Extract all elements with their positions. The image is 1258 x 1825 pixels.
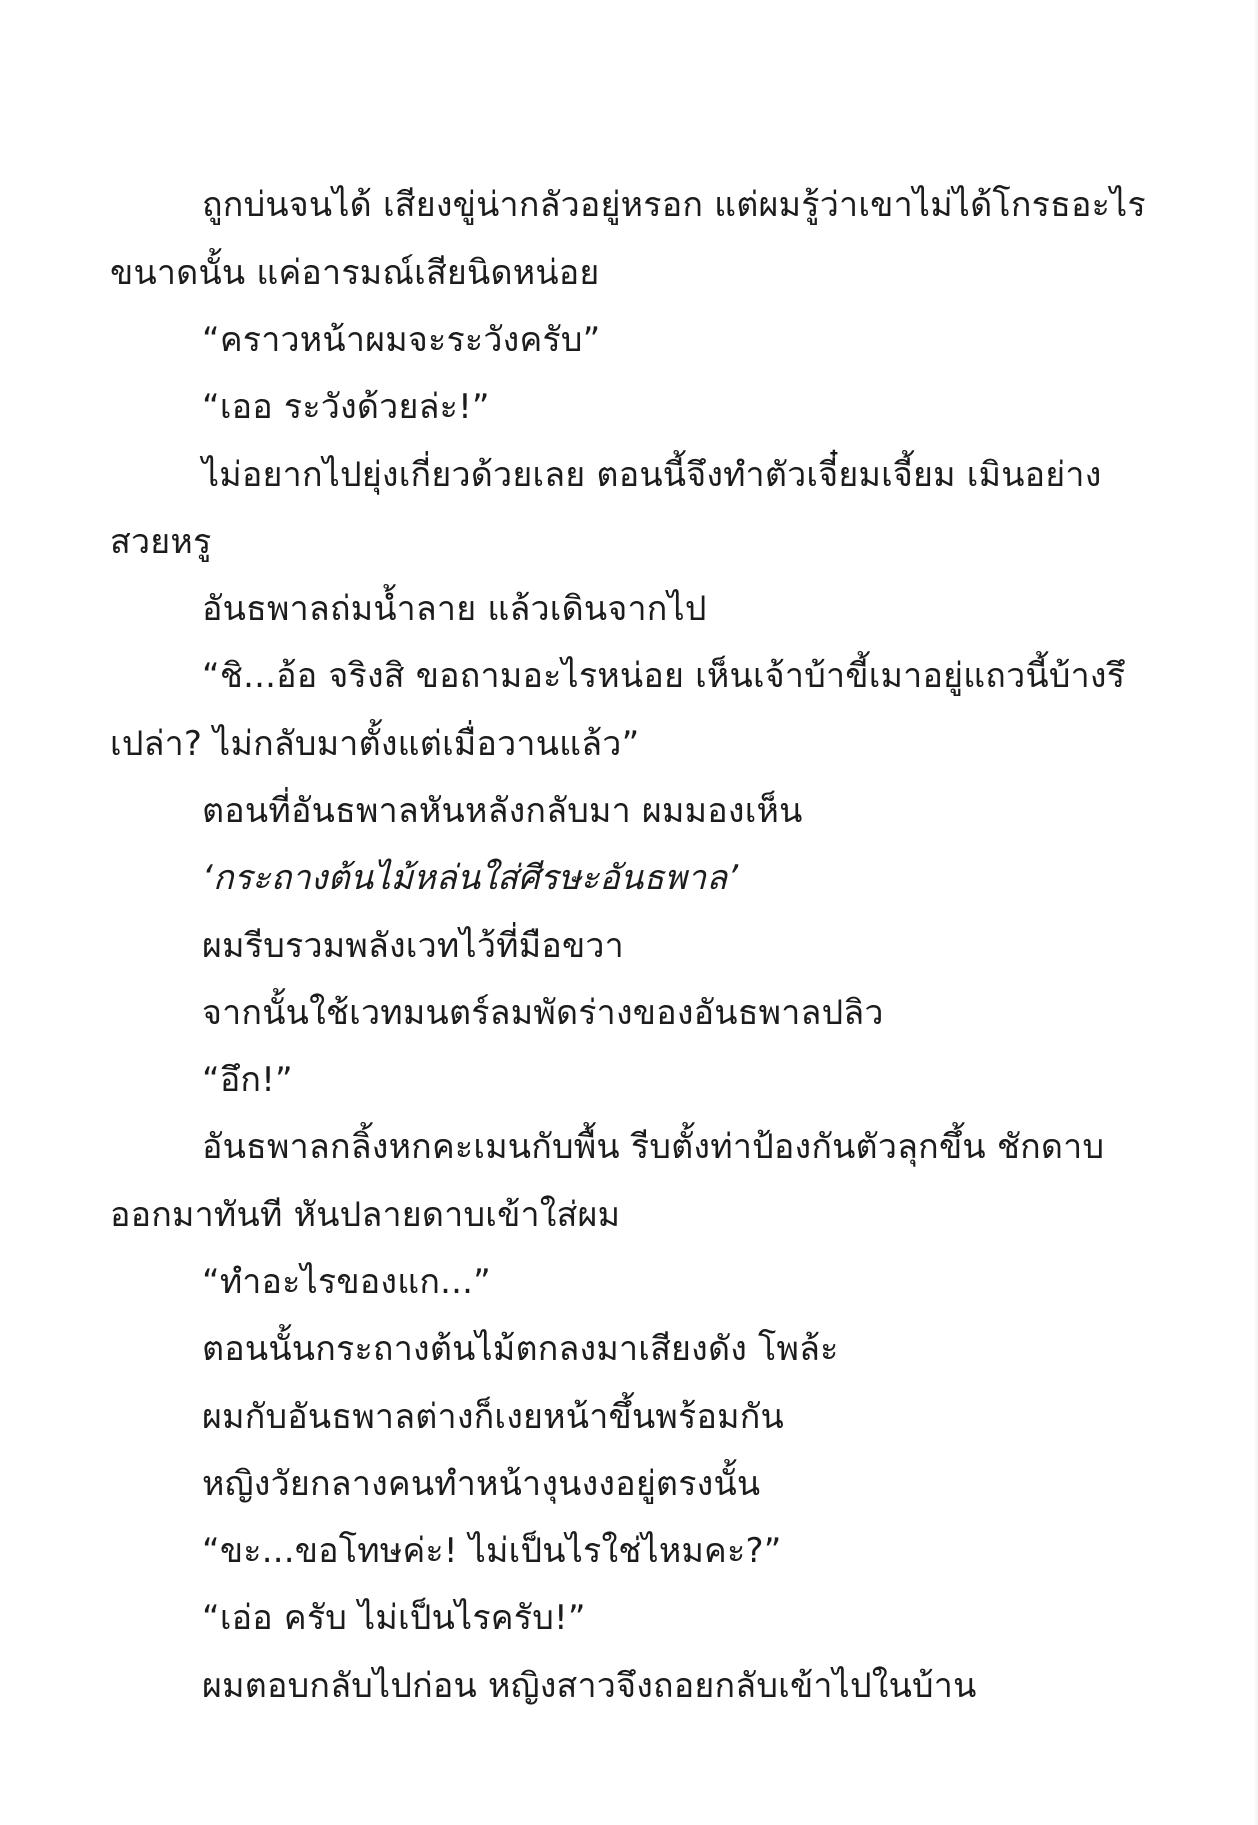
dialogue-line: “ทำอะไรของแก...” xyxy=(202,1262,491,1302)
paragraph-line: ถูกบ่นจนได้ เสียงขู่น่ากลัวอยู่หรอก แต่ผมรู้ว่าเขาไม่ได้โกรธอะไร xyxy=(202,185,1146,225)
dialogue-line: “ขะ...ขอโทษค่ะ! ไม่เป็นไรใช่ไหมคะ?” xyxy=(202,1531,782,1571)
dialogue-line: “คราวหน้าผมจะระวังครับ” xyxy=(202,320,601,360)
paragraph-line: สวยหรู xyxy=(110,522,212,562)
dialogue-line: “ชิ...อ้อ จริงสิ ขอถามอะไรหน่อย เห็นเจ้าบ้าขี้เมาอยู่แถวนี้บ้างรึ xyxy=(202,656,1126,696)
paragraph-line: ผมตอบกลับไปก่อน หญิงสาวจึงถอยกลับเข้าไปในบ้าน xyxy=(202,1666,977,1706)
paragraph-line: ออกมาทันที หันปลายดาบเข้าใส่ผม xyxy=(110,1195,621,1235)
paragraph-line: ผมรีบรวมพลังเวทไว้ที่มือขวา xyxy=(202,926,624,966)
paragraph-line: หญิงวัยกลางคนทำหน้างุนงงอยู่ตรงนั้น xyxy=(202,1464,761,1504)
dialogue-line: เปล่า? ไม่กลับมาตั้งแต่เมื่อวานแล้ว” xyxy=(110,724,640,764)
page-edge xyxy=(1254,0,1258,1825)
dialogue-line: “เอ่อ ครับ ไม่เป็นไรครับ!” xyxy=(202,1598,586,1638)
dialogue-line: “อึก!” xyxy=(202,1060,293,1100)
paragraph-line: ตอนที่อันธพาลหันหลังกลับมา ผมมองเห็น xyxy=(202,791,803,831)
vision-line: ‘กระถางต้นไม้หล่นใส่ศีรษะอันธพาล’ xyxy=(202,858,739,898)
dialogue-line: “เออ ระวังด้วยล่ะ!” xyxy=(202,387,490,427)
paragraph-line: อันธพาลกลิ้งหกคะเมนกับพื้น รีบตั้งท่าป้องกันตัวลุกขึ้น ชักดาบ xyxy=(202,1127,1105,1167)
paragraph-line: จากนั้นใช้เวทมนตร์ลมพัดร่างของอันธพาลปลิว xyxy=(202,993,884,1033)
paragraph-line: ขนาดนั้น แค่อารมณ์เสียนิดหน่อย xyxy=(110,253,600,293)
paragraph-line: ผมกับอันธพาลต่างก็เงยหน้าขึ้นพร้อมกัน xyxy=(202,1397,784,1437)
paragraph-line: ตอนนั้นกระถางต้นไม้ตกลงมาเสียงดัง โพล้ะ xyxy=(202,1329,839,1369)
paragraph-line: ไม่อยากไปยุ่งเกี่ยวด้วยเลย ตอนนี้จึงทำตัวเจี๋ยมเจี้ยม เมินอย่าง xyxy=(202,455,1102,495)
paragraph-line: อันธพาลถ่มน้ำลาย แล้วเดินจากไป xyxy=(202,589,707,629)
